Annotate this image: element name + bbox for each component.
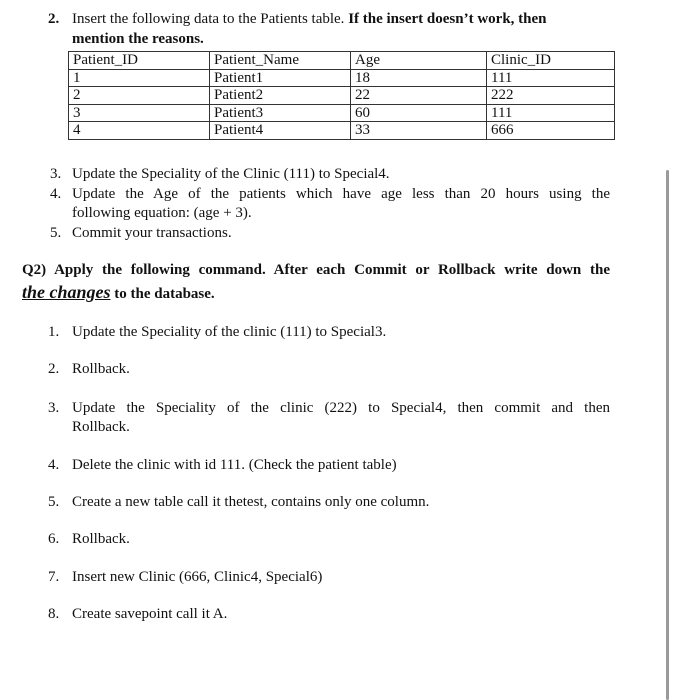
list2-item-number: 2. bbox=[48, 361, 60, 377]
vertical-scrollbar[interactable] bbox=[666, 170, 669, 700]
cell-patient-id: 4 bbox=[69, 122, 210, 140]
header-clinic-id: Clinic_ID bbox=[487, 52, 615, 70]
header-age: Age bbox=[351, 52, 487, 70]
question-instruction: Insert the following data to the Patients table. bbox=[72, 11, 345, 27]
cell-clinic-id: 222 bbox=[487, 87, 615, 105]
list2-item-number: 5. bbox=[48, 494, 60, 510]
list1-item-text: Update the Speciality of the Clinic (111) to Special4. bbox=[72, 166, 390, 182]
cell-patient-name: Patient2 bbox=[210, 87, 351, 105]
list1-item-number: 5. bbox=[50, 225, 62, 241]
list2-item-text: Rollback. bbox=[72, 361, 130, 377]
table-row bbox=[69, 69, 615, 87]
q2-heading-line1: Q2) Apply the following command. After each Commit or Rollback write down the bbox=[22, 262, 610, 278]
question-bold-note-line2: mention the reasons. bbox=[72, 31, 204, 47]
list1-item-text: Commit your transactions. bbox=[72, 225, 232, 241]
list1-item-number: 3. bbox=[50, 166, 62, 182]
header-patient-name: Patient_Name bbox=[210, 52, 351, 70]
cell-age: 33 bbox=[351, 122, 487, 140]
cell-patient-name: Patient4 bbox=[210, 122, 351, 140]
table-row bbox=[69, 87, 615, 105]
q2-emphasis: the changes bbox=[22, 282, 111, 302]
list2-item-text: Insert new Clinic (666, Clinic4, Special6) bbox=[72, 569, 323, 585]
list2-item-number: 3. bbox=[48, 400, 60, 416]
list2-item-text: Create a new table call it thetest, contains only one column. bbox=[72, 494, 430, 510]
list1-item-text: Update the Age of the patients which have age less than 20 hours using the bbox=[72, 186, 610, 202]
cell-clinic-id: 111 bbox=[487, 104, 615, 122]
cell-patient-id: 2 bbox=[69, 87, 210, 105]
list2-item-number: 7. bbox=[48, 569, 60, 585]
list2-item-number: 6. bbox=[48, 531, 60, 547]
list2-item-text: Delete the clinic with id 111. (Check the patient table) bbox=[72, 457, 397, 473]
table-row bbox=[69, 104, 615, 122]
header-patient-id: Patient_ID bbox=[69, 52, 210, 70]
list2-item-number: 4. bbox=[48, 457, 60, 473]
list2-item-text: Update the Speciality of the clinic (111) to Special3. bbox=[72, 324, 387, 340]
list2-item-text-line2: Rollback. bbox=[72, 419, 130, 435]
table-row bbox=[69, 122, 615, 140]
question-bold-note: If the insert doesn’t work, then bbox=[348, 11, 547, 27]
list1-item-number: 4. bbox=[50, 186, 62, 202]
cell-age: 22 bbox=[351, 87, 487, 105]
cell-patient-name: Patient3 bbox=[210, 104, 351, 122]
q2-heading-rest: to the database. bbox=[110, 286, 215, 302]
list1-item-text-line2: following equation: (age + 3). bbox=[72, 205, 252, 221]
table-header-row bbox=[69, 52, 615, 70]
cell-age: 18 bbox=[351, 69, 487, 87]
list2-item-text: Create savepoint call it A. bbox=[72, 606, 228, 622]
cell-clinic-id: 111 bbox=[487, 69, 615, 87]
cell-patient-name: Patient1 bbox=[210, 69, 351, 87]
patients-table bbox=[68, 51, 615, 140]
list2-item-number: 1. bbox=[48, 324, 60, 340]
list2-item-number: 8. bbox=[48, 606, 60, 622]
question-text bbox=[72, 11, 547, 28]
cell-patient-id: 3 bbox=[69, 104, 210, 122]
list2-item-text: Update the Speciality of the clinic (222) to Special4, then commit and then bbox=[72, 400, 610, 416]
cell-clinic-id: 666 bbox=[487, 122, 615, 140]
cell-patient-id: 1 bbox=[69, 69, 210, 87]
q2-heading-line2 bbox=[22, 282, 215, 303]
question-number: 2. bbox=[48, 11, 60, 27]
list2-item-text: Rollback. bbox=[72, 531, 130, 547]
cell-age: 60 bbox=[351, 104, 487, 122]
